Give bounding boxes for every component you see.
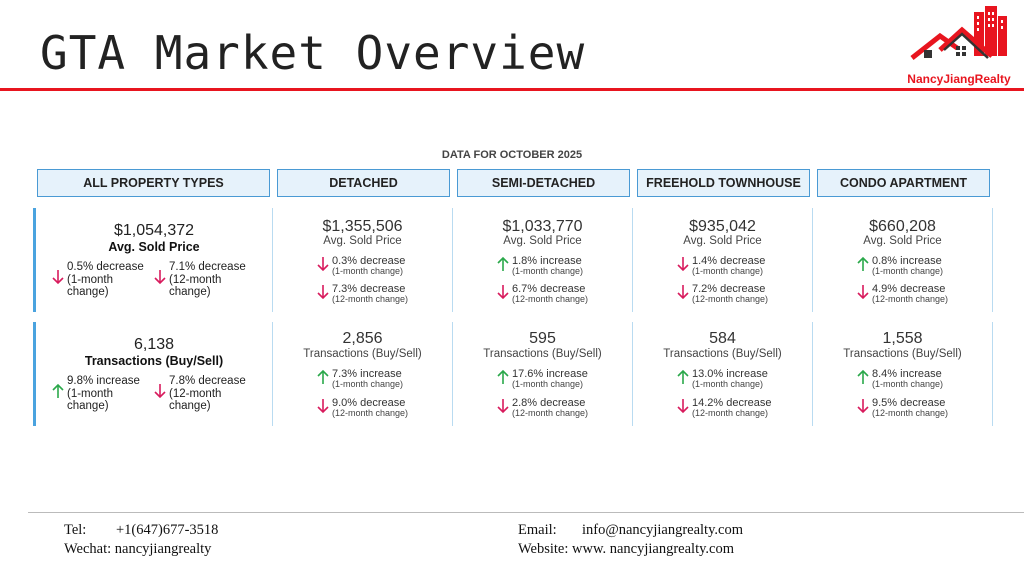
detached-price-cell: [273, 208, 453, 312]
header-detached: DETACHED: [277, 169, 450, 197]
transactions-label: Transactions (Buy/Sell): [303, 348, 422, 360]
change-text: 7.2% decrease: [692, 283, 766, 295]
arrow-up-icon: [52, 383, 64, 399]
transactions-label: Transactions (Buy/Sell): [483, 348, 602, 360]
arrow-up-icon: [857, 369, 869, 385]
arrow-down-icon: [677, 398, 689, 414]
website-link[interactable]: Website: www. nancyjiangrealty.com: [518, 541, 734, 557]
freehold-townhouse-transactions-cell: [633, 322, 813, 426]
change-text: 14.2% decrease: [692, 397, 772, 409]
transactions-value: 1,558: [882, 330, 923, 347]
change-12-month: [677, 398, 772, 418]
all-transactions-cell: [33, 322, 273, 426]
all-price-cell: [33, 208, 273, 312]
change-text: 7.3% increase: [332, 368, 402, 380]
arrow-down-icon: [154, 269, 166, 285]
arrow-down-icon: [857, 284, 869, 300]
change-period: (1-month change): [692, 266, 764, 276]
change-text: 17.6% increase: [512, 368, 588, 380]
arrow-down-icon: [317, 256, 329, 272]
arrow-down-icon: [52, 269, 64, 285]
arrow-up-icon: [317, 369, 329, 385]
change-text: 13.0% increase: [692, 368, 768, 380]
change-period: (12-month change): [332, 294, 409, 304]
arrow-down-icon: [317, 398, 329, 414]
change-1-month: [857, 256, 943, 276]
condo-apartment-transactions-cell: [813, 322, 993, 426]
change-text: 0.3% decrease: [332, 255, 406, 267]
change-12-month: [154, 261, 254, 299]
change-period: (1-month change): [872, 266, 944, 276]
header-freehold-townhouse: FREEHOLD TOWNHOUSE: [637, 169, 810, 197]
arrow-up-icon: [497, 369, 509, 385]
change-period: (1-month change): [512, 379, 584, 389]
change-period: (12-month change): [512, 294, 589, 304]
change-text: 7.1% decrease (12-month change): [169, 261, 246, 298]
wechat-line: Wechat: nancyjiangrealty: [64, 541, 212, 557]
change-text: 9.8% increase (1-month change): [67, 375, 140, 412]
change-1-month: [677, 256, 765, 276]
change-period: (1-month change): [512, 266, 584, 276]
change-text: 6.7% decrease: [512, 283, 586, 295]
price-value: $1,033,770: [502, 218, 583, 235]
arrow-down-icon: [677, 256, 689, 272]
change-1-month: [677, 369, 768, 389]
arrow-up-icon: [677, 369, 689, 385]
condo-apartment-price-cell: [813, 208, 993, 312]
change-text: 0.8% increase: [872, 255, 942, 267]
tel-value[interactable]: +1(647)677-3518: [116, 522, 219, 538]
freehold-townhouse-price-cell: [633, 208, 813, 312]
house-skyline-icon: [900, 6, 1018, 68]
arrow-down-icon: [677, 284, 689, 300]
price-label: Avg. Sold Price: [323, 235, 402, 247]
change-period: (12-month change): [692, 408, 769, 418]
change-period: (12-month change): [332, 408, 409, 418]
change-text: 1.4% decrease: [692, 255, 766, 267]
change-period: (12-month change): [872, 408, 949, 418]
transactions-label: Transactions (Buy/Sell): [84, 354, 224, 368]
arrow-down-icon: [317, 284, 329, 300]
header-all-property-types: ALL PROPERTY TYPES: [37, 169, 270, 197]
price-value: $1,355,506: [322, 218, 403, 235]
arrow-down-icon: [497, 284, 509, 300]
semi-detached-price-cell: [453, 208, 633, 312]
price-label: Avg. Sold Price: [863, 235, 942, 247]
change-1-month: [497, 256, 583, 276]
transactions-value: 6,138: [133, 336, 175, 353]
change-1-month: [317, 256, 405, 276]
arrow-up-icon: [497, 256, 509, 272]
change-text: 1.8% increase: [512, 255, 582, 267]
change-12-month: [317, 284, 408, 304]
change-period: (1-month change): [332, 266, 404, 276]
data-period: DATA FOR OCTOBER 2025: [441, 149, 583, 161]
transactions-label: Transactions (Buy/Sell): [663, 348, 782, 360]
footer-divider: [28, 512, 1024, 513]
arrow-up-icon: [857, 256, 869, 272]
change-12-month: [317, 398, 408, 418]
change-1-month: [52, 261, 152, 299]
change-period: (1-month change): [692, 379, 764, 389]
change-1-month: [497, 369, 588, 389]
arrow-down-icon: [154, 383, 166, 399]
change-1-month: [857, 369, 943, 389]
change-period: (12-month change): [512, 408, 589, 418]
price-label: Avg. Sold Price: [683, 235, 762, 247]
change-period: (12-month change): [872, 294, 949, 304]
header-condo-apartment: CONDO APARTMENT: [817, 169, 990, 197]
change-text: 4.9% decrease: [872, 283, 946, 295]
price-label: Avg. Sold Price: [503, 235, 582, 247]
change-12-month: [677, 284, 768, 304]
arrow-down-icon: [857, 398, 869, 414]
arrow-down-icon: [497, 398, 509, 414]
change-text: 9.5% decrease: [872, 397, 946, 409]
semi-detached-transactions-cell: [453, 322, 633, 426]
transactions-value: 584: [709, 330, 736, 347]
transactions-value: 2,856: [342, 330, 383, 347]
change-text: 0.5% decrease (1-month change): [67, 261, 144, 298]
title-divider: [0, 88, 1024, 91]
change-1-month: [317, 369, 403, 389]
change-12-month: [497, 284, 588, 304]
change-text: 7.3% decrease: [332, 283, 406, 295]
change-12-month: [857, 398, 948, 418]
email-label: Email:: [518, 522, 557, 538]
transactions-value: 595: [529, 330, 556, 347]
change-text: 9.0% decrease: [332, 397, 406, 409]
price-value: $660,208: [869, 218, 936, 235]
change-text: 8.4% increase: [872, 368, 942, 380]
detached-transactions-cell: [273, 322, 453, 426]
transactions-label: Transactions (Buy/Sell): [843, 348, 962, 360]
change-12-month: [857, 284, 948, 304]
change-1-month: [52, 375, 152, 413]
page-title: GTA Market Overview: [40, 26, 586, 80]
price-value: $935,042: [689, 218, 756, 235]
change-text: 7.8% decrease (12-month change): [169, 375, 246, 412]
change-period: (1-month change): [332, 379, 404, 389]
price-label: Avg. Sold Price: [108, 240, 200, 254]
brand-logo: [900, 6, 1018, 86]
change-12-month: [497, 398, 588, 418]
price-value: $1,054,372: [113, 222, 195, 239]
header-semi-detached: SEMI-DETACHED: [457, 169, 630, 197]
tel-label: Tel:: [64, 522, 87, 538]
change-12-month: [154, 375, 254, 413]
change-period: (1-month change): [872, 379, 944, 389]
brand-name: NancyJiangRealty: [907, 72, 1011, 86]
change-period: (12-month change): [692, 294, 769, 304]
change-text: 2.8% decrease: [512, 397, 586, 409]
email-link[interactable]: info@nancyjiangrealty.com: [582, 522, 743, 538]
